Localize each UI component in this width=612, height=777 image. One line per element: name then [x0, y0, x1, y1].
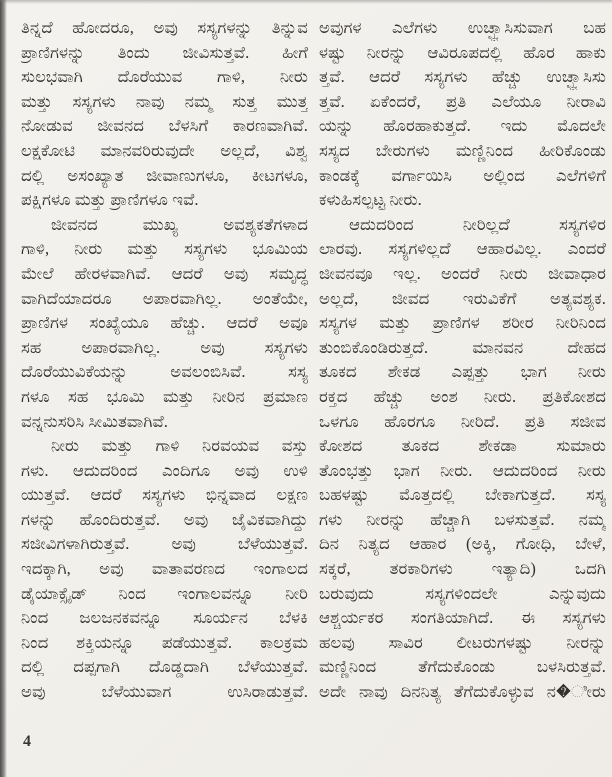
- text-line: ಡೈಯಾಕ್ಸೈಡ್ ನಿಂದ ಇಂಗಾಲವನ್ನೂ ನೀರಿ: [21, 583, 308, 603]
- scan-edge-shadow: [0, 0, 7, 777]
- text-line: ನಿಂದ ಜಲಜನಕವನ್ನೂ ಸೂರ್ಯನ ಬೆಳಕಿ: [21, 608, 308, 628]
- text-line: ಆಶ್ಚರ್ಯಕರ ಸಂಗತಿಯಾಗಿದೆ. ಈ ಸಸ್ಯಗಳು: [319, 608, 606, 628]
- text-line: ಜೀವನದ ಮುಖ್ಯ ಅವಶ್ಯಕತೆಗಳಾದ: [51, 214, 308, 234]
- text-line: ದಲ್ಲಿ ದಪ್ಪಗಾಗಿ ದೊಡ್ಡದಾಗಿ ಬೆಳೆಯುತ್ತವೆ.: [21, 657, 308, 677]
- text-line: ಅಲ್ಲದೆ, ಜೀವದ ಇರುವಿಕೆಗೆ ಅತ್ಯವಶ್ಯಕ.: [319, 288, 606, 308]
- text-line: ಗಳು ನೀರನ್ನು ಹೆಚ್ಚಾಗಿ ಬಳಸುತ್ತವೆ. ನಮ್ಮ: [319, 509, 606, 529]
- text-line: ತ್ತವೆ. ಏಕೆಂದರೆ, ಪ್ರತಿ ಎಲೆಯೂ ನೀರಾವಿ: [319, 91, 606, 111]
- text-line: ಪ್ರಾಣಿಗಳ ಸಂಖ್ಯೆಯೂ ಹೆಚ್ಚು. ಆದರೆ ಅವೂ: [21, 313, 308, 333]
- text-line: ಗಾಳಿ, ನೀರು ಮತ್ತು ಸಸ್ಯಗಳು ಭೂಮಿಯ: [21, 239, 308, 259]
- text-line: ನಿಂದ ಶಕ್ತಿಯನ್ನೂ ಪಡೆಯುತ್ತವೆ. ಕಾಲಕ್ರಮ: [21, 632, 308, 652]
- text-line: ಸಜೀವಿಗಳಾಗಿರುತ್ತವೆ. ಅವು ಬೆಳೆಯುತ್ತವೆ.: [21, 534, 308, 554]
- text-line: ಸಸ್ಯಗಳ ಮತ್ತು ಪ್ರಾಣಿಗಳ ಶರೀರ ನೀರಿನಿಂದ: [319, 313, 606, 333]
- text-line: ತಿನ್ನದೆ ಹೋದರೂ, ಅವು ಸಸ್ಯಗಳನ್ನು ತಿನ್ನುವ: [21, 18, 308, 37]
- text-line: ಪಕ್ಷಿಗಳೂ ಮತ್ತು ಪ್ರಾಣಿಗಳೂ ಇವೆ.: [21, 190, 199, 210]
- text-line: ಅವುಗಳ ಎಲೆಗಳು ಉಚ್ಛ್ವಾಸಿಸುವಾಗ ಬಹ: [319, 18, 606, 37]
- text-line: ತೂಕದ ಶೇಕಡ ಎಪ್ಪತ್ತು ಭಾಗ ನೀರು: [319, 362, 606, 382]
- text-line: ಮಣ್ಣಿನಿಂದ ತೆಗೆದುಕೊಂಡು ಬಳಸಿರುತ್ತವೆ.: [319, 657, 606, 677]
- text-line: ತೊಂಭತ್ತು ಭಾಗ ನೀರು. ಆದುದರಿಂದ ನೀರು: [319, 460, 606, 480]
- text-line: ವಾಗಿದೆಯಾದರೂ ಅಪಾರವಾಗಿಲ್ಲ. ಅಂತೆಯೇ,: [21, 288, 308, 308]
- text-line: ಳಷ್ಟು ನೀರನ್ನು ಆವಿರೂಪದಲ್ಲಿ ಹೊರ ಹಾಕು: [319, 42, 606, 62]
- text-line: ಒಳಗೂ ಹೊರಗೂ ನೀರಿದೆ. ಪ್ರತಿ ಸಜೀವ: [319, 411, 606, 431]
- text-column-right: [319, 16, 606, 705]
- text-line: ದಲ್ಲಿ ಅಸಂಖ್ಯಾತ ಜೀವಾಣುಗಳೂ, ಕೀಟಗಳೂ,: [21, 165, 308, 185]
- text-column-left: [21, 16, 308, 705]
- text-line: ಮೇಲೆ ಹೇರಳವಾಗಿವೆ. ಆದರೆ ಅವು ಸಮೃದ್ಧ: [21, 263, 308, 283]
- text-line: ಯನ್ನು ಹೊರಹಾಕುತ್ತದೆ. ಇದು ಮೊದಲೇ: [319, 116, 606, 136]
- text-line: ಆದುದರಿಂದ ನೀರಿಲ್ಲದೆ ಸಸ್ಯಗಳಿರ: [349, 214, 606, 234]
- text-line: ನೀರು ಮತ್ತು ಗಾಳಿ ನಿರವಯವ ವಸ್ತು: [51, 436, 308, 456]
- text-line: ಅದೇ ನಾವು ದಿನನಿತ್ಯ ತೆಗೆದುಕೊಳ್ಳುವ ನ�ೀರು: [319, 682, 606, 702]
- text-line: ಜೀವನವೂ ಇಲ್ಲ. ಅಂದರೆ ನೀರು ಜೀವಾಧಾರ: [319, 263, 606, 283]
- page-number: 4: [23, 733, 31, 750]
- text-line: ಪ್ರಾಣಿಗಳನ್ನು ತಿಂದು ಜೀವಿಸುತ್ತವೆ. ಹೀಗೆ: [21, 42, 308, 62]
- text-line: ಕಾಂಡಕ್ಕೆ ವರ್ಗಾಯಿಸಿ ಅಲ್ಲಿಂದ ಎಲೆಗಳಿಗೆ: [319, 165, 606, 185]
- text-line: ತುಂಬಿಕೊಂಡಿರುತ್ತದೆ. ಮಾನವನ ದೇಹದ: [319, 337, 606, 357]
- text-line: ತ್ತವೆ. ಆದರೆ ಸಸ್ಯಗಳು ಹೆಚ್ಚು ಉಚ್ಛ್ವಾಸಿಸು: [319, 67, 606, 87]
- text-line: ಲಾರವು. ಸಸ್ಯಗಳಿಲ್ಲದೆ ಆಹಾರವಿಲ್ಲ. ಎಂದರೆ: [319, 239, 606, 259]
- text-line: ಮತ್ತು ಸಸ್ಯಗಳು ನಾವು ನಮ್ಮ ಸುತ್ತ ಮುತ್ತ: [21, 91, 308, 111]
- text-line: ಲಕ್ಷಕೋಟಿ ಮಾನವರಿರುವುದೇ ಅಲ್ಲದೆ, ವಿಶ್ವ: [21, 140, 308, 160]
- text-line: ನೋಡುವ ಜೀವನದ ಬೆಳಸಿಗೆ ಕಾರಣವಾಗಿವೆ.: [21, 116, 308, 136]
- text-line: ಅವು ಬೆಳೆಯುವಾಗ ಉಸಿರಾಡುತ್ತವೆ.: [21, 682, 308, 702]
- text-line: ಗಳೂ ಸಹ ಭೂಮಿ ಮತ್ತು ನೀರಿನ ಪ್ರಮಾಣ: [21, 386, 308, 406]
- text-line: ಇದಕ್ಕಾಗಿ, ಅವು ವಾತಾವರಣದ ಇಂಗಾಲದ: [21, 559, 308, 579]
- text-line: ಯುತ್ತವೆ. ಆದರೆ ಸಸ್ಯಗಳು ಭಿನ್ನವಾದ ಲಕ್ಷಣ: [21, 485, 308, 505]
- text-line: ಹಲವು ಸಾವಿರ ಲೀಟರುಗಳಷ್ಟು ನೀರನ್ನು: [319, 632, 606, 652]
- text-line: ಸಕ್ಕರೆ, ತರಕಾರಿಗಳು ಇತ್ಯಾದಿ) ಒದಗಿ: [319, 559, 606, 579]
- scan-top-shadow: [0, 0, 612, 4]
- page-body: [21, 16, 606, 705]
- text-line: ಸುಲಭವಾಗಿ ದೊರೆಯುವ ಗಾಳಿ, ನೀರು: [21, 67, 308, 87]
- text-line: ಕಳುಹಿಸಲ್ಪಟ್ಟ ನೀರು.: [319, 190, 422, 210]
- text-line: ಸಸ್ಯದ ಬೇರುಗಳು ಮಣ್ಣಿನಿಂದ ಹೀರಿಕೊಂಡು: [319, 140, 606, 160]
- text-line: ಗಳನ್ನು ಹೊಂದಿರುತ್ತವೆ. ಅವು ಜೈವಿಕವಾಗಿದ್ದು: [21, 509, 308, 529]
- text-line: ರಕ್ತದ ಹೆಚ್ಚು ಅಂಶ ನೀರು. ಪ್ರತಿಕೋಶದ: [319, 386, 606, 406]
- text-line: ಬಹಳಷ್ಟು ಮೊತ್ತದಲ್ಲಿ ಬೇಕಾಗುತ್ತದೆ. ಸಸ್ಯ: [319, 485, 606, 505]
- text-line: ಕೋಶದ ತೂಕದ ಶೇಕಡಾ ಸುಮಾರು: [319, 436, 606, 456]
- text-line: ದೊರೆಯುವಿಕೆಯನ್ನು ಅವಲಂಬಿಸಿವೆ. ಸಸ್ಯ: [21, 362, 308, 382]
- text-line: ವನ್ನನುಸರಿಸಿ ಸೀಮಿತವಾಗಿವೆ.: [21, 411, 169, 431]
- text-line: ದಿನ ನಿತ್ಯದ ಆಹಾರ (ಅಕ್ಕಿ, ಗೋಧಿ, ಬೇಳೆ,: [319, 534, 606, 554]
- text-line: ಬರುವುದು ಸಸ್ಯಗಳಿಂದಲೇ ಎನ್ನುವುದು: [319, 583, 606, 603]
- text-line: ಗಳು. ಆದುದರಿಂದ ಎಂದಿಗೂ ಅವು ಉಳಿ: [21, 460, 308, 480]
- text-line: ಸಹ ಅಪಾರವಾಗಿಲ್ಲ. ಅವು ಸಸ್ಯಗಳು: [21, 337, 308, 357]
